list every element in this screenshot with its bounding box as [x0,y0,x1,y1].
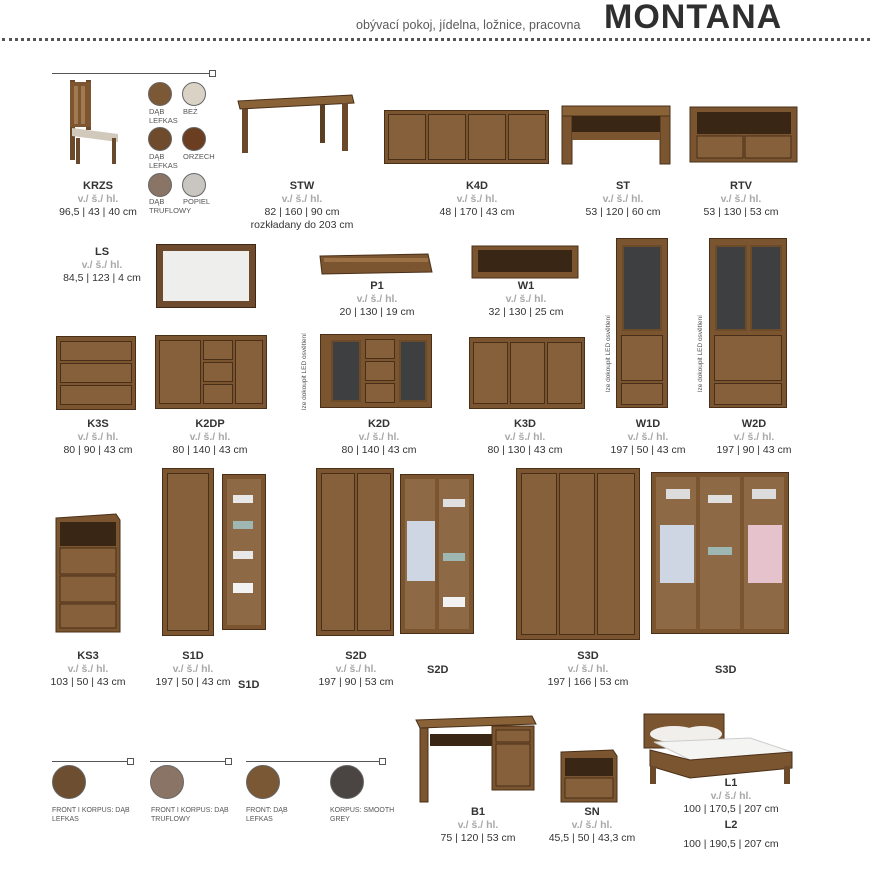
label-k3s: K3S v./ š./ hl. 80 | 90 | 43 cm [63,418,133,456]
finish-label: KORPUS: SMOOTH GREY [330,807,395,823]
finish-dab-truflowy-swatch [150,765,184,799]
s3d-closed-image [516,468,640,640]
finish-label: FRONT I KORPUS: DĄB LEFKAS [52,807,130,823]
label-sn: SN v./ š./ hl. 45,5 | 50 | 43,3 cm [548,806,636,844]
rtv-image [689,106,799,164]
label-ls: LS v./ š./ hl. 84,5 | 123 | 4 cm [63,246,141,284]
ks3-image [54,512,124,634]
s2d-open-image [400,474,474,634]
label-w2d: W2D v./ š./ hl. 197 | 90 | 43 cm [716,418,792,456]
sn-nightstand-image [559,748,619,804]
label-p1: P1 v./ š./ hl. 20 | 130 | 19 cm [339,280,415,318]
ls-mirror-image [156,244,256,308]
s2d-open-code: S2D [427,664,449,676]
header-subtitle: obývací pokoj, jídelna, ložnice, pracovna [356,18,581,32]
k4d-image [384,110,549,164]
label-k2d: K2D v./ š./ hl. 80 | 140 | 43 cm [341,418,417,456]
s1d-open-code: S1D [238,679,260,691]
label-l1: L1 v./ š./ hl. 100 | 170,5 | 207 cm [683,777,779,815]
s3d-open-code: S3D [715,664,737,676]
label-w1d: W1D v./ š./ hl. 197 | 50 | 43 cm [610,418,686,456]
k3d-image [469,337,585,409]
label-l2: L2 100 | 190,5 | 207 cm [683,819,779,850]
swatch-orzech [182,127,206,151]
swatch-label: DĄB TRUFLOWY [149,197,192,215]
st-image [560,104,672,166]
swatch-label: BEŻ [183,107,198,116]
b1-desk-image [414,714,538,804]
table-stw-image [236,93,356,155]
label-s3d: S3D v./ š./ hl. 197 | 166 | 53 cm [547,650,629,688]
led-note: lze dokoupit LED osvětlení [697,315,704,392]
header-divider [2,38,870,41]
swatch-label: DĄB LEFKAS [149,107,178,125]
s1d-closed-image [162,468,214,636]
s3d-open-image [651,472,789,634]
k2dp-image [155,335,267,409]
chair-line-end [209,70,216,77]
label-st: ST v./ š./ hl. 53 | 120 | 60 cm [585,180,661,218]
swatch-label: POPIEL [183,197,211,206]
swatch-label: ORZECH [183,152,215,161]
finish-label: FRONT I KORPUS: DĄB TRUFLOWY [151,807,229,823]
swatch-label: DĄB LEFKAS [149,152,178,170]
p1-shelf-image [318,252,434,278]
finish-line-end [379,758,386,765]
s1d-open-image [222,474,266,630]
s2d-closed-image [316,468,394,636]
swatch-bez [182,82,206,106]
finish-line [52,761,128,762]
finish-smooth-grey-swatch [330,765,364,799]
w1-image [470,244,582,282]
finish-front-lefkas-swatch [246,765,280,799]
k2d-image [320,334,432,408]
swatch-dab-lefkas-2 [148,127,172,151]
finish-label: FRONT: DĄB LEFKAS [246,807,288,823]
finish-line-end [225,758,232,765]
label-rtv: RTV v./ š./ hl. 53 | 130 | 53 cm [703,180,779,218]
finish-dab-lefkas-swatch [52,765,86,799]
w1d-image [616,238,668,408]
label-s1d: S1D v./ š./ hl. 197 | 50 | 43 cm [155,650,231,688]
label-krzs: KRZS v./ š./ hl. 96,5 | 43 | 40 cm [59,180,137,218]
chair-line [52,73,210,74]
swatch-dab-lefkas [148,82,172,106]
label-w1: W1 v./ š./ hl. 32 | 130 | 25 cm [488,280,564,318]
brand-title: MONTANA [604,0,783,36]
swatch-popiel [182,173,206,197]
finish-line-end [127,758,134,765]
label-k2dp: K2DP v./ š./ hl. 80 | 140 | 43 cm [172,418,248,456]
label-s2d: S2D v./ š./ hl. 197 | 90 | 53 cm [318,650,394,688]
w2d-image [709,238,787,408]
led-note: lze dokoupit LED osvětlení [605,315,612,392]
chair-image [62,78,124,166]
label-ks3: KS3 v./ š./ hl. 103 | 50 | 43 cm [50,650,126,688]
label-b1: B1 v./ š./ hl. 75 | 120 | 53 cm [440,806,516,844]
led-note: lze dokoupit LED osvětlení [301,333,308,410]
finish-line [150,761,226,762]
label-k4d: K4D v./ š./ hl. 48 | 170 | 43 cm [439,180,515,218]
label-stw: STW v./ š./ hl. 82 | 160 | 90 cm rozkładany do 203 cm [250,180,354,231]
label-k3d: K3D v./ š./ hl. 80 | 130 | 43 cm [487,418,563,456]
k3s-image [56,336,136,410]
finish-line [246,761,380,762]
swatch-dab-truflowy [148,173,172,197]
